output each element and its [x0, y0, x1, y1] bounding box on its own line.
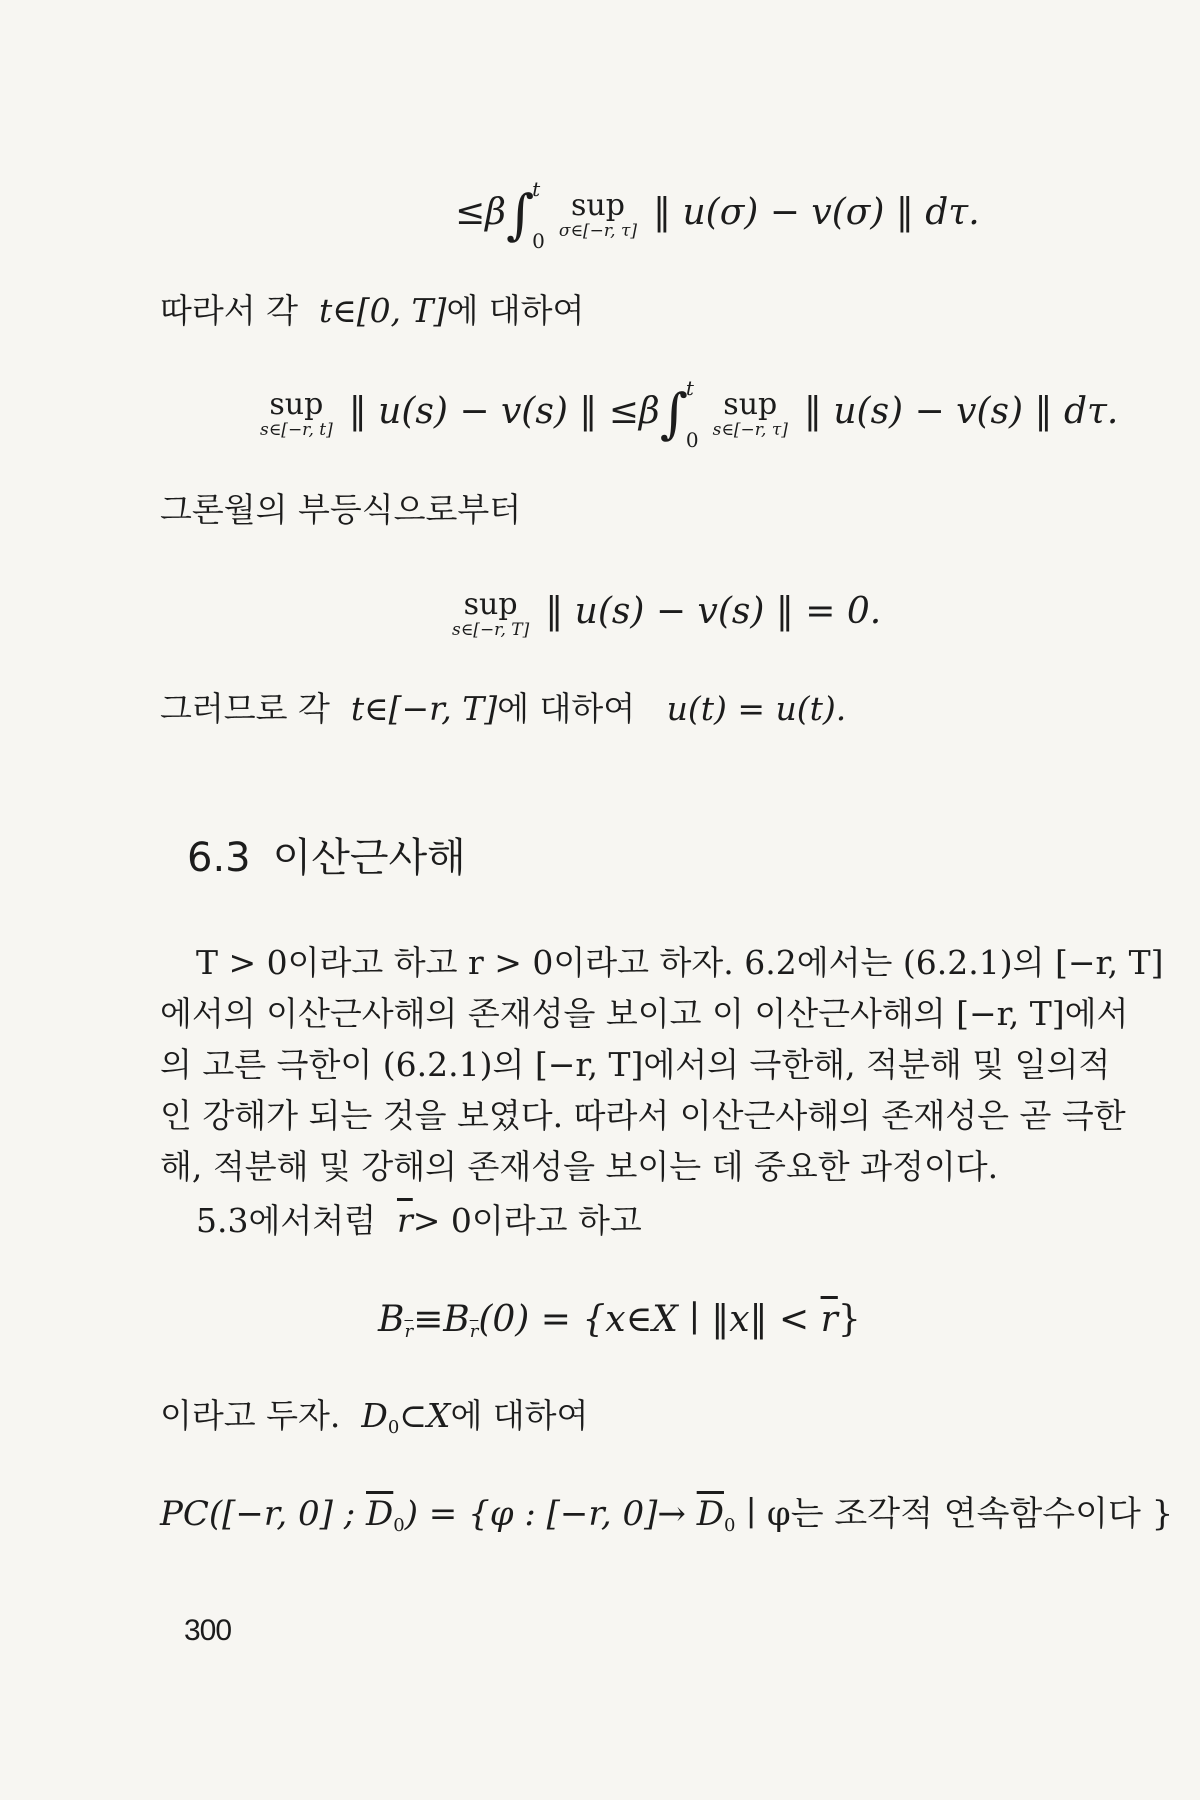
paragraph-line: 해, 적분해 및 강해의 존재성을 보이는 데 중요한 과정이다. — [160, 1147, 999, 1186]
eq-lhs: ≤β — [455, 192, 506, 233]
eq-body: ‖ u(σ) − v(σ) ‖ dτ. — [653, 192, 980, 233]
equation-pc-space: PC([−r, 0] ; $\overline{D}0) = \{\varphi$ : [−r, $0]\to \overline{D}0$ ∣ φ는 조각적 연속함수이다 } — [160, 1494, 1174, 1536]
line-tail: 에 대하여 — [446, 291, 585, 330]
paragraph-line: 에서의 이산근사해의 존재성을 보이고 이 이산근사해의 [−r, T]에서 — [160, 994, 1129, 1033]
text-line-gronwall — [160, 486, 521, 534]
equation-ball-definition: $B\overline{r}\equiv B\overline{r}(0)$ = {x∈X ∣ ‖x‖ < $\overline{r}$} — [378, 1299, 861, 1342]
sup-operator: sup σ∈[−r, τ] — [558, 187, 638, 241]
sup-operator: sup s∈[−r, T] — [452, 586, 530, 640]
sup-operator-left: sup s∈[−r, t] — [260, 386, 333, 440]
line-eq: u(t) = u(t). — [666, 689, 847, 728]
line-tail: 에 대하여 — [497, 689, 636, 728]
line-text: 따라서 각 — [160, 291, 299, 330]
eq-body: ‖ u(s) − v(s) ‖ dτ. — [803, 391, 1119, 432]
line-math: t∈[0, T] — [319, 291, 447, 330]
paragraph-line: 인 강해가 되는 것을 보였다. 따라서 이산근사해의 존재성은 곧 극한 — [160, 1096, 1126, 1135]
section-title: 이산근사해 — [272, 835, 466, 881]
r-bar: $\overline{r}$ — [820, 1299, 838, 1340]
line-text: 그론월의 부등식으로부터 — [160, 490, 522, 529]
text-line-therefore — [160, 685, 846, 733]
line-text: 5.3에서처럼 — [196, 1201, 376, 1240]
line-text: 이라고 두자. — [160, 1396, 341, 1435]
line-tail: > 0이라고 하고 — [412, 1201, 642, 1240]
integral-sign: ∫ — [659, 382, 688, 445]
integral-limits: t 0 — [685, 376, 699, 452]
equation-sup-zero — [452, 588, 881, 639]
paragraph-discrete-approx — [160, 937, 1164, 1192]
paragraph-line: T > 0이라고 하고 r > 0이라고 하자. 6.2에서는 (6.2.1)의 [−r, T] — [196, 943, 1164, 982]
equation-integral-bound — [455, 177, 980, 253]
page-number: 300 — [184, 1614, 232, 1647]
line-tail: 에 대하여 — [450, 1396, 589, 1435]
sup-operator-right: sup s∈[−r, τ] — [712, 386, 788, 440]
text-line-for-each-t — [160, 287, 584, 335]
integral-sign: ∫ — [505, 183, 535, 246]
equation-sup-inequality — [260, 376, 1119, 452]
line-text: 그러므로 각 — [160, 689, 330, 728]
r-bar: $\overline{r}$ — [396, 1201, 413, 1240]
paragraph-line: 의 고른 극한이 (6.2.1)의 [−r, T]에서의 극한해, 적분해 및 일의적 — [160, 1045, 1111, 1084]
integral-limits: t 0 — [532, 177, 545, 253]
eq-body: ‖ u(s) − v(s) ‖ = 0. — [545, 591, 882, 632]
section-number: 6.3 — [187, 835, 251, 881]
text-line-as-in-5-3 — [196, 1197, 642, 1245]
line-math: t∈[−r, T] — [350, 689, 498, 728]
text-line-let-d0: 이라고 두자. D0⊂X에 대하여 — [160, 1396, 589, 1438]
section-heading — [187, 826, 466, 883]
eq-mid: ‖ u(s) − v(s) ‖ ≤β — [348, 391, 660, 432]
